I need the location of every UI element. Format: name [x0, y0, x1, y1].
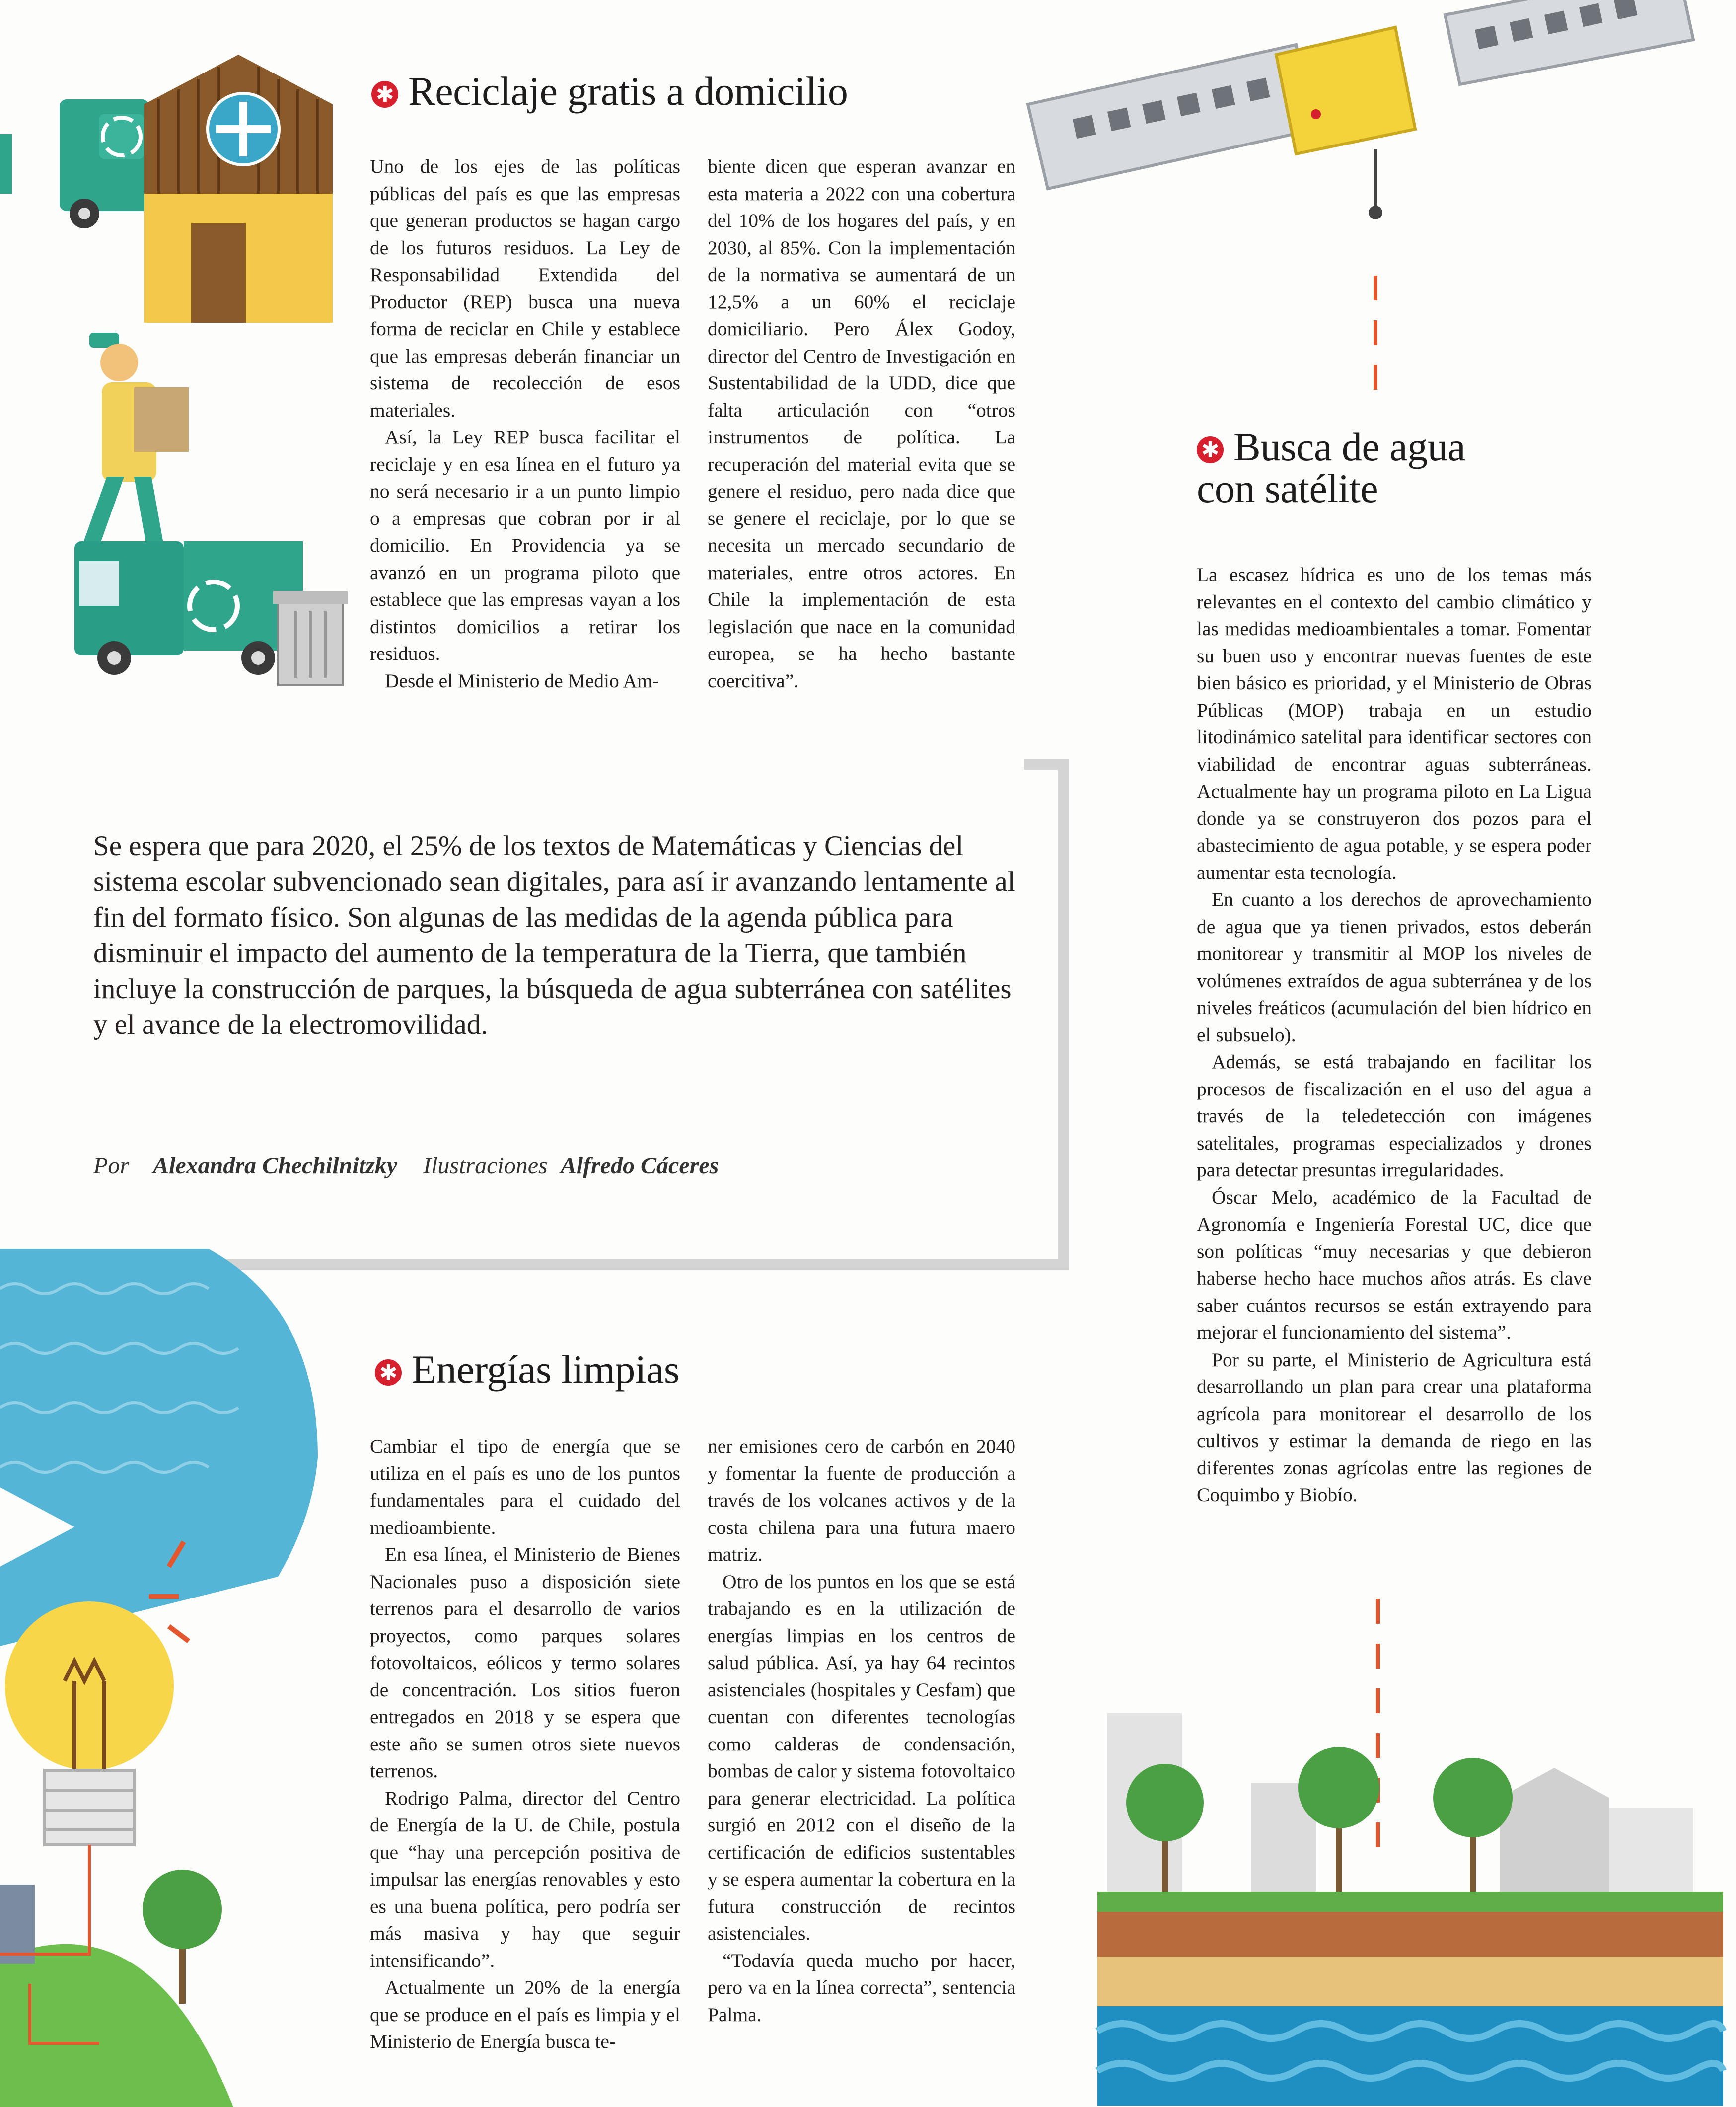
- byline-by-label: Por: [93, 1153, 129, 1179]
- paragraph: Además, se está trabajando en facilitar los procesos de fiscalización en el uso del agua a través de la teledetección con imágenes satelitales, programas especializados y drones para detectar presuntas irregularidades.: [1197, 1051, 1591, 1181]
- star-bullet-icon: ✱: [371, 81, 398, 108]
- paragraph: ner emisiones cero de carbón en 2040 y fomentar la fuente de producción a través de los volcanes activos y de la costa chilena para una futura maero matriz.: [708, 1435, 1015, 1565]
- paragraph: “Todavía queda mucho por hacer, pero va en la línea correcta”, sentencia Palma.: [708, 1949, 1015, 2026]
- intro-text: Se espera que para 2020, el 25% de los textos de Matemáticas y Ciencias del sistema escolar subvencionado sean digitales, para así ir avanzando lentamente al fin del formato físico. Son algunas de las medidas de la agenda pública para disminuir el impacto del aumento de la temperatura de la Tierra, que también incluye la construcción de parques, la búsqueda de agua subterránea con satélites y el avance de la electromovilidad.: [93, 830, 1015, 1040]
- energias-column-1: [370, 1433, 680, 2055]
- illustrator-name: Alfredo Cáceres: [560, 1153, 719, 1179]
- paragraph: biente dicen que esperan avanzar en esta materia a 2022 con una cobertura del 10% de los hogares del país, y en 2030, al 85%. Con la implementación de la normativa se aumentará de un 12,5% a un 60% el reciclaje domiciliario. Pero Álex Godoy, director del Centro de Investigación en Sustentabilidad de la UDD, dice que falta articulación con “otros instrumentos de política. La recuperación del material evita que se genere el residuo, pero nada dice que se genere el reciclaje, por lo que se necesita un mercado secundario de materiales, entre otros actores. En Chile la implementación de esta legislación que nace en la comunidad europea, se ha hecho bastante coercitiva”.: [708, 155, 1015, 692]
- paragraph: Óscar Melo, académico de la Facultad de Agronomía e Ingeniería Forestal UC, dice que son políticas “muy necesarias y que debieron haberse hecho hace muchos años atrás. Es clave saber cuántos recursos se están extrayendo para mejorar el funcionamiento del sistema”.: [1197, 1186, 1591, 1343]
- reciclaje-column-1: [370, 153, 680, 694]
- house-illustration: [144, 55, 333, 323]
- groundwater-illustration: [1092, 1599, 1736, 2107]
- recycling-illustration: [0, 45, 348, 705]
- section-title-reciclaje: ✱ Reciclaje gratis a domicilio: [371, 71, 848, 112]
- paragraph: Rodrigo Palma, director del Centro de Energía de la U. de Chile, postula que “hay una percepción positiva de impulsar las energías renovables y esto es una buena política, pero podría ser más masiva y hay que seguir intensificando”.: [370, 1787, 680, 1971]
- paragraph: Uno de los ejes de las políticas públicas del país es que las empresas que generan productos se hagan cargo de los futuros residuos. La Ley de Responsabilidad Extendida del Productor (REP) busca una nueva forma de reciclar en Chile y establece que las empresas deberán financiar un sistema de recolección de esos materiales.: [370, 155, 680, 421]
- agua-column: [1197, 561, 1591, 1509]
- paragraph: En esa línea, el Ministerio de Bienes Nacionales puso a disposición siete terrenos para el desarrollo de varios proyectos, como parques solares fotovoltaicos, eólicos y termo solares de concentración. Los sitios fueron entregados en 2018 y se espera que este año se sumen otros siete nuevos terrenos.: [370, 1543, 680, 1782]
- trash-can-illustration: [273, 591, 348, 685]
- section-title-energias: ✱ Energías limpias: [375, 1349, 679, 1390]
- star-bullet-icon: ✱: [1197, 436, 1224, 463]
- section-title-agua: ✱ Busca de agua con satélite: [1197, 424, 1466, 511]
- paragraph: Cambiar el tipo de energía que se utiliza en el país es uno de los puntos fundamentales para el cuidado del medioambiente.: [370, 1435, 680, 1538]
- recycling-truck-top: [60, 99, 149, 228]
- recycling-truck-bottom: [74, 541, 303, 675]
- byline-illustrations-label: Ilustraciones: [423, 1153, 548, 1179]
- paragraph: Por su parte, el Ministerio de Agricultura está desarrollando un plan para crear una plataforma agrícola para monitorear el desarrollo de los cultivos y estimar la demanda de riego en las diferentes zonas agrícolas entre las regiones de Coquimbo y Biobío.: [1197, 1348, 1591, 1506]
- paragraph: Actualmente un 20% de la energía que se produce en el país es limpia y el Ministerio de Energía busca te-: [370, 1976, 680, 2052]
- satellite-illustration: [1018, 0, 1736, 407]
- energias-column-2: [708, 1433, 1015, 2028]
- paragraph: Así, la Ley REP busca facilitar el reciclaje y en esa línea en el futuro ya no será necesario ir a un punto limpio o a empresas que cobran por ir al domicilio. En Providencia ya se avanzó en un programa piloto que establece que las empresas vayan a los distintos domicilios a retirar los residuos.: [370, 426, 680, 664]
- paragraph: Desde el Ministerio de Medio Am-: [385, 669, 659, 692]
- byline: [93, 1152, 719, 1179]
- author-name: Alexandra Chechilnitzky: [153, 1153, 398, 1179]
- reciclaje-column-2: [708, 153, 1015, 694]
- star-bullet-icon: ✱: [375, 1359, 402, 1386]
- paragraph: Otro de los puntos en los que se está trabajando es en la utilización de energías limpias en los centros de salud pública. Así, ya hay 64 recintos asistenciales (hospitales y Cesfam) que cuentan con diferentes tecnologías como calderas de condensación, bombas de calor y sistema fotovoltaico para generar electricidad. La política surgió en 2012 con el diseño de la certificación de edificios sustentables y se espera aumentar la cobertura en la futura construcción de recintos asistenciales.: [708, 1570, 1015, 1944]
- paragraph: La escasez hídrica es uno de los temas más relevantes en el contexto del cambio climático y las medidas medioambientales a tomar. Fomentar su buen uso y encontrar nuevas fuentes de este bien básico es prioridad, y el Ministerio de Obras Públicas (MOP) trabaja en un estudio litodinámico satelital para identificar sectores con viabilidad de encontrar aguas subterráneas. Actualmente hay un programa piloto en La Ligua donde ya se construyeron dos pozos para el abastecimiento de agua potable, y se espera poder aumentar esta tecnología.: [1197, 564, 1591, 883]
- paragraph: En cuanto a los derechos de aprovechamiento de agua que ya tienen privados, estos deberán monitorear y transmitir al MOP los niveles de volúmenes extraídos de agua subterránea y de los niveles freáticos (acumulación del bien hídrico en el subsuelo).: [1197, 888, 1591, 1046]
- worker-illustration: [82, 333, 189, 546]
- energy-illustration: [0, 1249, 348, 2107]
